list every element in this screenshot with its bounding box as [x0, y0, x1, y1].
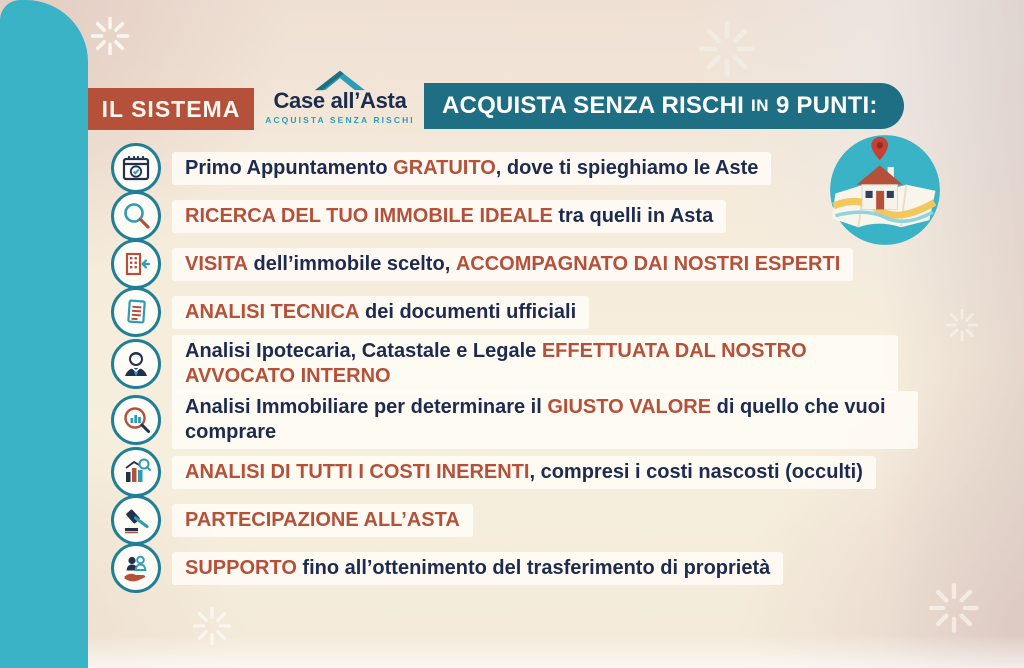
- regular-text: Analisi Immobiliare per determinare il: [185, 396, 548, 418]
- regular-text: tra quelli in Asta: [552, 204, 714, 227]
- point-text: [172, 296, 589, 329]
- highlighted-text: SUPPORTO: [185, 556, 297, 579]
- point-text: [172, 200, 726, 233]
- support-hand-icon: [120, 552, 152, 584]
- brand-logo: [258, 68, 422, 125]
- banner-main-text: ACQUISTA SENZA RISCHI: [442, 92, 744, 119]
- regular-text: , compresi i costi nascosti (occulti): [529, 460, 863, 483]
- point-text: [172, 456, 876, 489]
- list-item: [111, 287, 921, 337]
- list-item: [111, 191, 921, 241]
- icon-circle: [111, 191, 161, 241]
- sparkle-icon: [928, 582, 980, 634]
- point-text: [172, 335, 898, 393]
- brand-name: Case all’Asta: [273, 88, 407, 113]
- list-item: [111, 335, 921, 393]
- lawyer-icon: [120, 348, 152, 380]
- left-accent-bar: [0, 0, 88, 668]
- point-text: [172, 552, 783, 585]
- headline-banner: [424, 83, 904, 129]
- regular-text: fino all’ottenimento del trasferimento di proprietà: [296, 556, 771, 579]
- calendar-check-icon: [120, 152, 152, 184]
- system-title-box: [88, 88, 254, 130]
- regular-text: , dove ti spieghiamo le Aste: [495, 156, 759, 179]
- highlighted-text: ANALISI DI TUTTI I COSTI INERENTI: [185, 460, 530, 483]
- list-item: [111, 447, 921, 497]
- point-text: [172, 504, 473, 537]
- regular-text: dei documenti ufficiali: [359, 300, 577, 323]
- system-title-label: IL SISTEMA: [101, 95, 241, 122]
- icon-circle: [111, 447, 161, 497]
- icon-circle: [111, 143, 161, 193]
- point-text: [172, 152, 771, 185]
- sparkle-icon: [192, 606, 232, 646]
- highlighted-text: GRATUITO: [393, 156, 496, 179]
- list-item: [111, 391, 921, 449]
- highlighted-text: EFFETTUATA DAL NOSTRO AVVOCATO INTERNO: [185, 340, 807, 387]
- points-list: [111, 143, 921, 591]
- document-analysis-icon: [120, 296, 152, 328]
- highlighted-text: GIUSTO VALORE: [547, 396, 712, 418]
- icon-circle: [111, 395, 161, 445]
- value-analysis-icon: [120, 404, 152, 436]
- sparkle-icon: [698, 20, 756, 78]
- building-visit-icon: [120, 248, 152, 280]
- sparkle-icon: [945, 308, 979, 342]
- icon-circle: [111, 543, 161, 593]
- brand-tagline: ACQUISTA SENZA RISCHI: [265, 115, 415, 125]
- highlighted-text: VISITA: [185, 252, 248, 275]
- regular-text: dell’immobile scelto,: [247, 252, 456, 275]
- banner-connector-text: IN: [751, 96, 769, 115]
- highlighted-text: ANALISI TECNICA: [185, 300, 360, 323]
- regular-text: Analisi Ipotecaria, Catastale e Legale: [185, 340, 542, 362]
- search-icon: [120, 200, 152, 232]
- icon-circle: [111, 287, 161, 337]
- point-text: [172, 391, 918, 449]
- sparkle-icon: [90, 16, 130, 56]
- highlighted-text: ACCOMPAGNATO DAI NOSTRI ESPERTI: [455, 252, 841, 275]
- highlighted-text: RICERCA DEL TUO IMMOBILE IDEALE: [185, 204, 553, 227]
- icon-circle: [111, 239, 161, 289]
- point-text: [172, 248, 853, 281]
- regular-text: di quello che vuoi comprare: [185, 396, 886, 443]
- banner-emphasis-text: 9 PUNTI:: [776, 92, 878, 119]
- list-item: [111, 239, 921, 289]
- highlighted-text: PARTECIPAZIONE ALL’ASTA: [185, 508, 460, 531]
- regular-text: Primo Appuntamento: [185, 156, 394, 179]
- icon-circle: [111, 495, 161, 545]
- list-item: [111, 143, 921, 193]
- costs-chart-icon: [120, 456, 152, 488]
- gavel-icon: [120, 504, 152, 536]
- icon-circle: [111, 339, 161, 389]
- list-item: [111, 543, 921, 593]
- list-item: [111, 495, 921, 545]
